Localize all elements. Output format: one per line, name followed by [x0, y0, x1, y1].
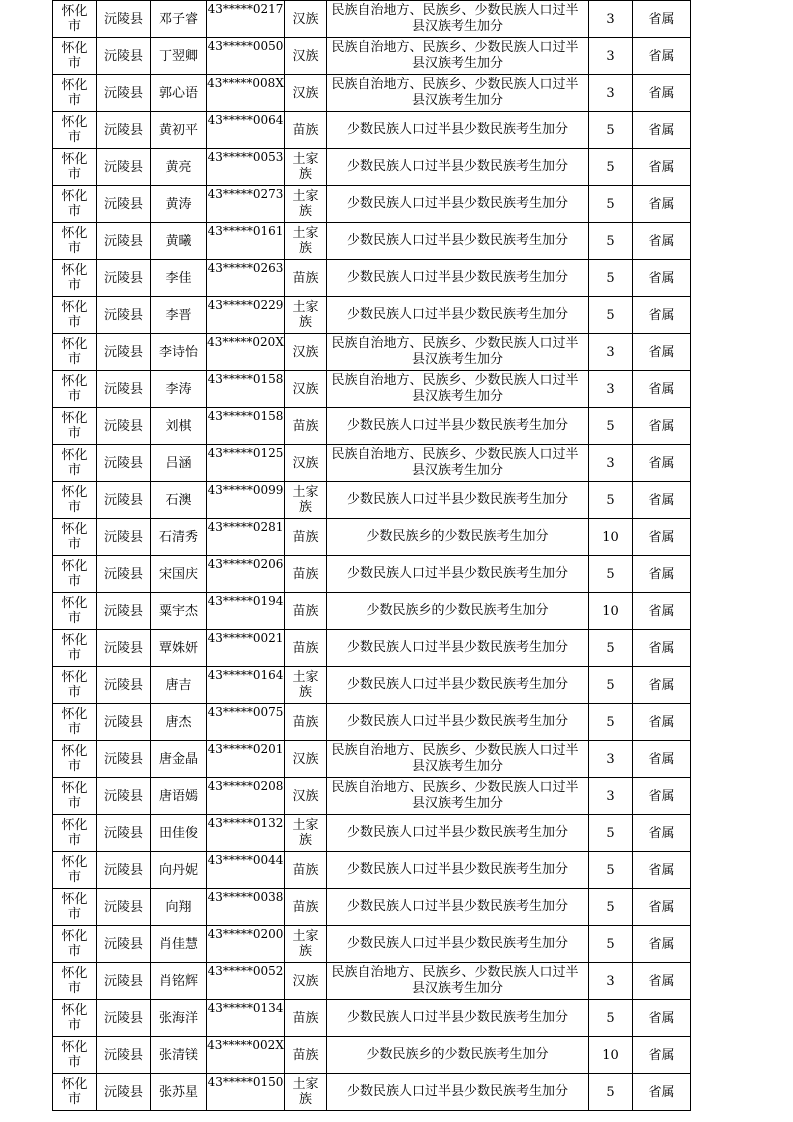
table-row	[53, 1, 691, 38]
ethnicity-cell: 土家族	[285, 149, 327, 186]
county-cell: 沅陵县	[97, 482, 151, 519]
table-row	[53, 593, 691, 630]
county-cell: 沅陵县	[97, 260, 151, 297]
table-row	[53, 778, 691, 815]
bonus-points-cell: 3	[589, 778, 633, 815]
bonus-points-cell: 3	[589, 741, 633, 778]
county-cell: 沅陵县	[97, 223, 151, 260]
county-cell: 沅陵县	[97, 408, 151, 445]
id-number-cell: 43*****0158	[207, 371, 285, 408]
city-cell: 怀化市	[53, 260, 97, 297]
id-number-cell: 43*****008X	[207, 75, 285, 112]
ethnicity-cell: 汉族	[285, 778, 327, 815]
table-row	[53, 926, 691, 963]
bonus-reason-cell: 少数民族人口过半县少数民族考生加分	[327, 815, 589, 852]
city-cell: 怀化市	[53, 482, 97, 519]
ethnicity-cell: 苗族	[285, 704, 327, 741]
name-cell: 李诗怡	[151, 334, 207, 371]
id-number-cell: 43*****0281	[207, 519, 285, 556]
name-cell: 唐金晶	[151, 741, 207, 778]
approval-level-cell: 省属	[633, 408, 691, 445]
bonus-reason-cell: 少数民族人口过半县少数民族考生加分	[327, 408, 589, 445]
approval-level-cell: 省属	[633, 334, 691, 371]
bonus-reason-cell: 民族自治地方、民族乡、少数民族人口过半县汉族考生加分	[327, 334, 589, 371]
ethnicity-cell: 土家族	[285, 667, 327, 704]
table-row	[53, 1074, 691, 1111]
name-cell: 田佳俊	[151, 815, 207, 852]
bonus-reason-cell: 民族自治地方、民族乡、少数民族人口过半县汉族考生加分	[327, 963, 589, 1000]
bonus-points-cell: 10	[589, 1037, 633, 1074]
id-number-cell: 43*****0206	[207, 556, 285, 593]
table-row	[53, 75, 691, 112]
table-row	[53, 445, 691, 482]
city-cell: 怀化市	[53, 38, 97, 75]
county-cell: 沅陵县	[97, 852, 151, 889]
city-cell: 怀化市	[53, 852, 97, 889]
ethnicity-cell: 汉族	[285, 963, 327, 1000]
name-cell: 覃姝妍	[151, 630, 207, 667]
name-cell: 向丹妮	[151, 852, 207, 889]
id-number-cell: 43*****0158	[207, 408, 285, 445]
table-row	[53, 297, 691, 334]
bonus-points-cell: 3	[589, 334, 633, 371]
city-cell: 怀化市	[53, 889, 97, 926]
bonus-points-cell: 5	[589, 186, 633, 223]
approval-level-cell: 省属	[633, 852, 691, 889]
name-cell: 石澳	[151, 482, 207, 519]
bonus-points-cell: 5	[589, 815, 633, 852]
bonus-reason-cell: 少数民族乡的少数民族考生加分	[327, 593, 589, 630]
bonus-points-cell: 5	[589, 149, 633, 186]
city-cell: 怀化市	[53, 556, 97, 593]
county-cell: 沅陵县	[97, 112, 151, 149]
bonus-reason-cell: 少数民族人口过半县少数民族考生加分	[327, 852, 589, 889]
approval-level-cell: 省属	[633, 482, 691, 519]
approval-level-cell: 省属	[633, 741, 691, 778]
city-cell: 怀化市	[53, 223, 97, 260]
approval-level-cell: 省属	[633, 963, 691, 1000]
county-cell: 沅陵县	[97, 963, 151, 1000]
table-row	[53, 334, 691, 371]
ethnicity-cell: 苗族	[285, 852, 327, 889]
table-row	[53, 408, 691, 445]
bonus-reason-cell: 民族自治地方、民族乡、少数民族人口过半县汉族考生加分	[327, 778, 589, 815]
city-cell: 怀化市	[53, 112, 97, 149]
ethnicity-cell: 苗族	[285, 112, 327, 149]
county-cell: 沅陵县	[97, 371, 151, 408]
bonus-reason-cell: 少数民族人口过半县少数民族考生加分	[327, 1074, 589, 1111]
ethnicity-cell: 汉族	[285, 445, 327, 482]
name-cell: 李晋	[151, 297, 207, 334]
county-cell: 沅陵县	[97, 778, 151, 815]
bonus-reason-cell: 少数民族人口过半县少数民族考生加分	[327, 630, 589, 667]
approval-level-cell: 省属	[633, 1, 691, 38]
city-cell: 怀化市	[53, 778, 97, 815]
ethnicity-cell: 苗族	[285, 630, 327, 667]
bonus-points-cell: 5	[589, 704, 633, 741]
bonus-points-cell: 10	[589, 519, 633, 556]
county-cell: 沅陵县	[97, 667, 151, 704]
approval-level-cell: 省属	[633, 1000, 691, 1037]
ethnicity-cell: 土家族	[285, 186, 327, 223]
table-row	[53, 38, 691, 75]
ethnicity-cell: 土家族	[285, 482, 327, 519]
name-cell: 黄涛	[151, 186, 207, 223]
approval-level-cell: 省属	[633, 593, 691, 630]
ethnicity-cell: 苗族	[285, 260, 327, 297]
name-cell: 黄亮	[151, 149, 207, 186]
county-cell: 沅陵县	[97, 297, 151, 334]
approval-level-cell: 省属	[633, 519, 691, 556]
bonus-points-cell: 5	[589, 1000, 633, 1037]
table-row	[53, 149, 691, 186]
county-cell: 沅陵县	[97, 519, 151, 556]
bonus-reason-cell: 少数民族人口过半县少数民族考生加分	[327, 112, 589, 149]
bonus-reason-cell: 少数民族人口过半县少数民族考生加分	[327, 297, 589, 334]
ethnicity-cell: 土家族	[285, 223, 327, 260]
bonus-points-cell: 5	[589, 630, 633, 667]
bonus-points-cell: 3	[589, 445, 633, 482]
bonus-reason-cell: 少数民族人口过半县少数民族考生加分	[327, 482, 589, 519]
county-cell: 沅陵县	[97, 815, 151, 852]
city-cell: 怀化市	[53, 408, 97, 445]
city-cell: 怀化市	[53, 741, 97, 778]
bonus-points-cell: 3	[589, 38, 633, 75]
approval-level-cell: 省属	[633, 149, 691, 186]
bonus-points-cell: 5	[589, 556, 633, 593]
name-cell: 丁翌卿	[151, 38, 207, 75]
id-number-cell: 43*****0050	[207, 38, 285, 75]
bonus-reason-cell: 少数民族人口过半县少数民族考生加分	[327, 1000, 589, 1037]
name-cell: 黄初平	[151, 112, 207, 149]
bonus-points-cell: 5	[589, 112, 633, 149]
id-number-cell: 43*****020X	[207, 334, 285, 371]
ethnicity-cell: 汉族	[285, 38, 327, 75]
county-cell: 沅陵县	[97, 741, 151, 778]
bonus-reason-cell: 民族自治地方、民族乡、少数民族人口过半县汉族考生加分	[327, 75, 589, 112]
table-body	[53, 1, 691, 1111]
bonus-points-table	[52, 0, 691, 1111]
table-row	[53, 704, 691, 741]
table-row	[53, 667, 691, 704]
county-cell: 沅陵县	[97, 889, 151, 926]
ethnicity-cell: 土家族	[285, 926, 327, 963]
city-cell: 怀化市	[53, 926, 97, 963]
id-number-cell: 43*****0044	[207, 852, 285, 889]
bonus-points-cell: 5	[589, 223, 633, 260]
county-cell: 沅陵县	[97, 704, 151, 741]
ethnicity-cell: 汉族	[285, 1, 327, 38]
name-cell: 黄曦	[151, 223, 207, 260]
county-cell: 沅陵县	[97, 445, 151, 482]
id-number-cell: 43*****0053	[207, 149, 285, 186]
city-cell: 怀化市	[53, 815, 97, 852]
bonus-points-cell: 3	[589, 963, 633, 1000]
bonus-points-cell: 5	[589, 926, 633, 963]
id-number-cell: 43*****0064	[207, 112, 285, 149]
city-cell: 怀化市	[53, 445, 97, 482]
bonus-reason-cell: 少数民族人口过半县少数民族考生加分	[327, 667, 589, 704]
county-cell: 沅陵县	[97, 1037, 151, 1074]
bonus-points-cell: 5	[589, 297, 633, 334]
approval-level-cell: 省属	[633, 815, 691, 852]
bonus-points-cell: 5	[589, 852, 633, 889]
county-cell: 沅陵县	[97, 1000, 151, 1037]
id-number-cell: 43*****0038	[207, 889, 285, 926]
table-row	[53, 186, 691, 223]
ethnicity-cell: 土家族	[285, 815, 327, 852]
name-cell: 肖佳慧	[151, 926, 207, 963]
approval-level-cell: 省属	[633, 1074, 691, 1111]
table-row	[53, 852, 691, 889]
id-number-cell: 43*****0125	[207, 445, 285, 482]
county-cell: 沅陵县	[97, 149, 151, 186]
id-number-cell: 43*****0164	[207, 667, 285, 704]
id-number-cell: 43*****0134	[207, 1000, 285, 1037]
name-cell: 肖铭辉	[151, 963, 207, 1000]
id-number-cell: 43*****0099	[207, 482, 285, 519]
ethnicity-cell: 苗族	[285, 519, 327, 556]
bonus-reason-cell: 少数民族人口过半县少数民族考生加分	[327, 926, 589, 963]
approval-level-cell: 省属	[633, 75, 691, 112]
table-row	[53, 371, 691, 408]
id-number-cell: 43*****0161	[207, 223, 285, 260]
city-cell: 怀化市	[53, 630, 97, 667]
bonus-reason-cell: 少数民族乡的少数民族考生加分	[327, 1037, 589, 1074]
id-number-cell: 43*****0273	[207, 186, 285, 223]
name-cell: 唐杰	[151, 704, 207, 741]
bonus-points-cell: 5	[589, 1074, 633, 1111]
name-cell: 唐语嫣	[151, 778, 207, 815]
table-row	[53, 815, 691, 852]
name-cell: 向翔	[151, 889, 207, 926]
bonus-reason-cell: 少数民族乡的少数民族考生加分	[327, 519, 589, 556]
name-cell: 张海洋	[151, 1000, 207, 1037]
county-cell: 沅陵县	[97, 556, 151, 593]
bonus-points-cell: 3	[589, 1, 633, 38]
city-cell: 怀化市	[53, 593, 97, 630]
id-number-cell: 43*****0194	[207, 593, 285, 630]
bonus-reason-cell: 少数民族人口过半县少数民族考生加分	[327, 260, 589, 297]
ethnicity-cell: 苗族	[285, 1000, 327, 1037]
county-cell: 沅陵县	[97, 630, 151, 667]
table-row	[53, 519, 691, 556]
id-number-cell: 43*****0229	[207, 297, 285, 334]
county-cell: 沅陵县	[97, 334, 151, 371]
county-cell: 沅陵县	[97, 38, 151, 75]
county-cell: 沅陵县	[97, 186, 151, 223]
approval-level-cell: 省属	[633, 889, 691, 926]
ethnicity-cell: 土家族	[285, 297, 327, 334]
id-number-cell: 43*****0052	[207, 963, 285, 1000]
ethnicity-cell: 苗族	[285, 889, 327, 926]
bonus-points-cell: 3	[589, 371, 633, 408]
bonus-reason-cell: 少数民族人口过半县少数民族考生加分	[327, 149, 589, 186]
ethnicity-cell: 苗族	[285, 408, 327, 445]
ethnicity-cell: 土家族	[285, 1074, 327, 1111]
id-number-cell: 43*****002X	[207, 1037, 285, 1074]
city-cell: 怀化市	[53, 1, 97, 38]
name-cell: 宋国庆	[151, 556, 207, 593]
id-number-cell: 43*****0021	[207, 630, 285, 667]
ethnicity-cell: 汉族	[285, 741, 327, 778]
table-row	[53, 1000, 691, 1037]
city-cell: 怀化市	[53, 186, 97, 223]
city-cell: 怀化市	[53, 519, 97, 556]
approval-level-cell: 省属	[633, 630, 691, 667]
bonus-reason-cell: 少数民族人口过半县少数民族考生加分	[327, 704, 589, 741]
city-cell: 怀化市	[53, 149, 97, 186]
approval-level-cell: 省属	[633, 667, 691, 704]
bonus-reason-cell: 民族自治地方、民族乡、少数民族人口过半县汉族考生加分	[327, 741, 589, 778]
bonus-reason-cell: 民族自治地方、民族乡、少数民族人口过半县汉族考生加分	[327, 1, 589, 38]
county-cell: 沅陵县	[97, 1, 151, 38]
county-cell: 沅陵县	[97, 75, 151, 112]
county-cell: 沅陵县	[97, 593, 151, 630]
id-number-cell: 43*****0200	[207, 926, 285, 963]
table-row	[53, 112, 691, 149]
name-cell: 唐吉	[151, 667, 207, 704]
bonus-points-cell: 3	[589, 75, 633, 112]
id-number-cell: 43*****0208	[207, 778, 285, 815]
approval-level-cell: 省属	[633, 704, 691, 741]
bonus-reason-cell: 少数民族人口过半县少数民族考生加分	[327, 186, 589, 223]
bonus-points-cell: 5	[589, 667, 633, 704]
city-cell: 怀化市	[53, 667, 97, 704]
approval-level-cell: 省属	[633, 371, 691, 408]
id-number-cell: 43*****0132	[207, 815, 285, 852]
bonus-reason-cell: 民族自治地方、民族乡、少数民族人口过半县汉族考生加分	[327, 371, 589, 408]
city-cell: 怀化市	[53, 1074, 97, 1111]
name-cell: 吕涵	[151, 445, 207, 482]
city-cell: 怀化市	[53, 371, 97, 408]
name-cell: 李佳	[151, 260, 207, 297]
bonus-reason-cell: 少数民族人口过半县少数民族考生加分	[327, 556, 589, 593]
bonus-points-cell: 10	[589, 593, 633, 630]
name-cell: 郭心语	[151, 75, 207, 112]
table-row	[53, 260, 691, 297]
table-row	[53, 630, 691, 667]
city-cell: 怀化市	[53, 963, 97, 1000]
approval-level-cell: 省属	[633, 297, 691, 334]
ethnicity-cell: 苗族	[285, 1037, 327, 1074]
table-row	[53, 741, 691, 778]
approval-level-cell: 省属	[633, 260, 691, 297]
city-cell: 怀化市	[53, 334, 97, 371]
table-row	[53, 223, 691, 260]
city-cell: 怀化市	[53, 1037, 97, 1074]
bonus-reason-cell: 民族自治地方、民族乡、少数民族人口过半县汉族考生加分	[327, 445, 589, 482]
id-number-cell: 43*****0075	[207, 704, 285, 741]
id-number-cell: 43*****0263	[207, 260, 285, 297]
table-row	[53, 1037, 691, 1074]
county-cell: 沅陵县	[97, 1074, 151, 1111]
table-row	[53, 889, 691, 926]
ethnicity-cell: 汉族	[285, 75, 327, 112]
city-cell: 怀化市	[53, 75, 97, 112]
bonus-points-cell: 5	[589, 260, 633, 297]
name-cell: 粟宇杰	[151, 593, 207, 630]
bonus-points-cell: 5	[589, 482, 633, 519]
id-number-cell: 43*****0150	[207, 1074, 285, 1111]
approval-level-cell: 省属	[633, 778, 691, 815]
approval-level-cell: 省属	[633, 1037, 691, 1074]
table-row	[53, 482, 691, 519]
name-cell: 刘棋	[151, 408, 207, 445]
approval-level-cell: 省属	[633, 445, 691, 482]
city-cell: 怀化市	[53, 297, 97, 334]
name-cell: 张苏星	[151, 1074, 207, 1111]
bonus-reason-cell: 民族自治地方、民族乡、少数民族人口过半县汉族考生加分	[327, 38, 589, 75]
county-cell: 沅陵县	[97, 926, 151, 963]
approval-level-cell: 省属	[633, 186, 691, 223]
approval-level-cell: 省属	[633, 112, 691, 149]
approval-level-cell: 省属	[633, 556, 691, 593]
id-number-cell: 43*****0217	[207, 1, 285, 38]
approval-level-cell: 省属	[633, 38, 691, 75]
bonus-reason-cell: 少数民族人口过半县少数民族考生加分	[327, 223, 589, 260]
name-cell: 张清镁	[151, 1037, 207, 1074]
name-cell: 李涛	[151, 371, 207, 408]
ethnicity-cell: 汉族	[285, 334, 327, 371]
approval-level-cell: 省属	[633, 223, 691, 260]
ethnicity-cell: 汉族	[285, 371, 327, 408]
ethnicity-cell: 苗族	[285, 593, 327, 630]
id-number-cell: 43*****0201	[207, 741, 285, 778]
bonus-points-cell: 5	[589, 889, 633, 926]
city-cell: 怀化市	[53, 704, 97, 741]
table-row	[53, 963, 691, 1000]
name-cell: 邓子睿	[151, 1, 207, 38]
name-cell: 石清秀	[151, 519, 207, 556]
city-cell: 怀化市	[53, 1000, 97, 1037]
bonus-reason-cell: 少数民族人口过半县少数民族考生加分	[327, 889, 589, 926]
bonus-points-cell: 5	[589, 408, 633, 445]
ethnicity-cell: 苗族	[285, 556, 327, 593]
table-row	[53, 556, 691, 593]
approval-level-cell: 省属	[633, 926, 691, 963]
